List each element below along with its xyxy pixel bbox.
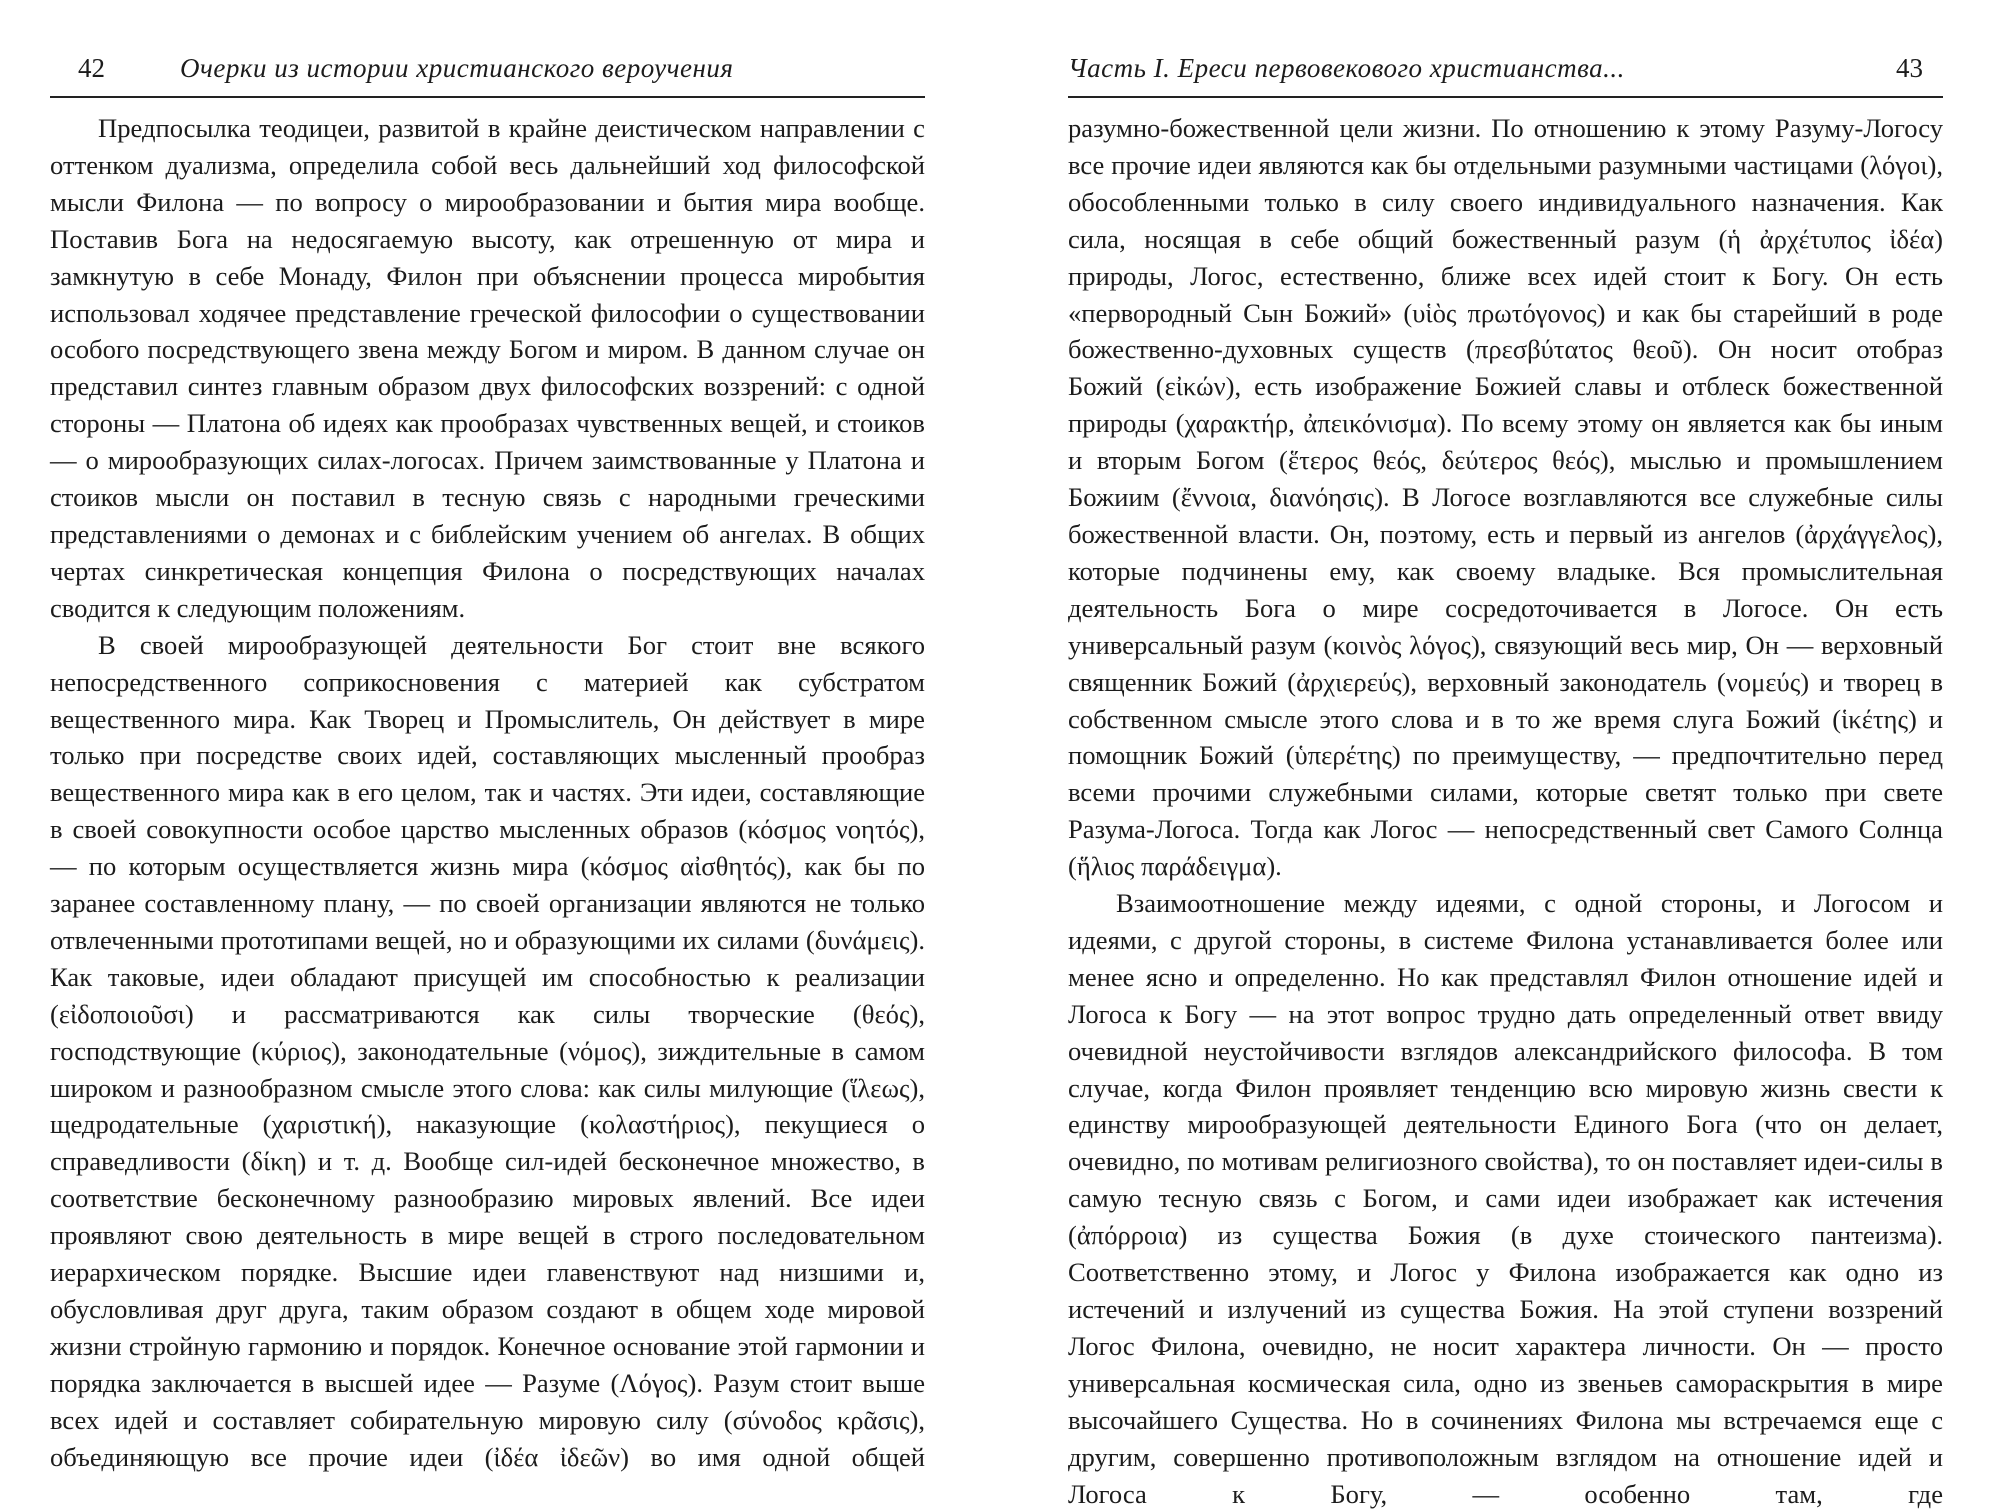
paragraph: Взаимоотношение между идеями, с одной стороны, и Логосом и идеями, с другой стороны, в системе Филона устанавливается более или менее ясно и определенно. Но как представлял Филон отношение идей и Логоса к Богу — на этот вопрос трудно дать определенный ответ ввиду очевидной неустойчивости взглядов александрийского философа. В том случае, когда Филон проявляет тенденцию всю мировую жизнь свести к единству мирообразующей деятельности Единого Бога (что он делает, очевидно, по мотивам религиозного свойства), то он поставляет идеи-силы в самую тесную связь с Богом, и сами идеи изображает как истечения (ἀπόρροια) из существа Божия (в духе стоического пантеизма). Соответственно этому, и Логос у Филона изображается как одно из истечений и излучений из существа Божия. На этой ступени воззрений Логос Филона, очевидно, не носит характера личности. Он — просто универсальная космическая сила, одно из звеньев самораскрытия в мире высочайшего Существа. Но в сочинениях Филона мы встречаемся еще с другим, совершенно противоположным взглядом на отношение идей и Логоса к Богу, — особенно там, где bbox=[1068, 888, 1943, 1509]
running-head bbox=[1068, 48, 1943, 88]
paragraph: Предпосылка теодицеи, развитой в крайне деистическом направлении с оттенком дуализма, определила собой весь дальнейший ход философской мысли Филона — по вопросу о мирообразовании и бытия мира вообще. Поставив Бога на недосягаемую высоту, как отрешенную от мира и замкнутую в себе Монаду, Филон при объяснении процесса миробытия использовал ходячее представление греческой философии о существовании особого посредствующего звена между Богом и миром. В данном случае он представил синтез главным образом двух философских воззрений: с одной стороны — Платона об идеях как прообразах чувственных вещей, и стоиков — о мирообразующих силах-логосах. Причем заимствованные у Платона и стоиков мысли он поставил в тесную связь с народными греческими представлениями о демонах и с библейским учением об ангелах. В общих чертах синкретическая концепция Филона о посредствующих началах сводится к следующим положениям. bbox=[50, 113, 925, 623]
running-title: Часть I. Ереси первовекового христианства... bbox=[1068, 53, 1625, 83]
header-rule bbox=[1068, 96, 1943, 98]
running-title: Очерки из истории христианского вероучения bbox=[180, 53, 734, 83]
paragraph: В своей мирообразующей деятельности Бог стоит вне всякого непосредственного соприкосновения с материей как субстратом вещественного мира. Как Творец и Промыслитель, Он действует в мире только при посредстве своих идей, составляющих мысленный прообраз вещественного мира как в его целом, так и частях. Эти идеи, составляющие в своей совокупности особое царство мысленных образов (κόσμος νοητός), — по которым осуществляется жизнь мира (κόσμος αἰσθητός), как бы по заранее составленному плану, — по своей организации являются не только отвлеченными прототипами вещей, но и образующими их силами (δυνάμεις). Как таковые, идеи обладают присущей им способностью к реализации (εἰδοποιοῦσι) и рассматриваются как силы творческие (θεός), господствующие (κύριος), законодательные (νόμος), зиждительные в самом широком и разнообразном смысле этого слова: как силы милующие (ἵλεως), щедродательные (χαριστική), наказующие (κολαστήριος), пекущиеся о справедливости (δίκη) и т. д. Вообще сил-идей бесконечное множество, в соответствие бесконечному разнообразию мировых явлений. Все идеи проявляют свою деятельность в мире вещей в строго последовательном иерархическом порядке. Высшие идеи главенствуют над низшими и, обусловливая друг друга, таким образом создают в общем ходе мировой жизни стройную гармонию и порядок. Конечное основание этой гармонии и порядка заключается в высшей идее — Разуме (Λόγος). Разум стоит выше всех идей и составляет собирательную мировую силу (σύνοδος κρᾶσις), объединяющую все прочие идеи (ἰδέα ἰδεῶν) во имя одной общей bbox=[50, 629, 925, 1472]
right-page bbox=[1068, 0, 1943, 1509]
body-text bbox=[50, 110, 925, 1476]
left-page bbox=[50, 0, 925, 1472]
page-number: 42 bbox=[78, 53, 105, 83]
page-number: 43 bbox=[1896, 53, 1923, 83]
paragraph: разумно-божественной цели жизни. По отношению к этому Разуму-Логосу все прочие идеи являются как бы отдельными разумными частицами (λόγοι), обособленными только в силу своего индивидуального назначения. Как сила, носящая в себе общий божественный разум (ἡ ἀρχέτυπος ἰδέα) природы, Логос, естественно, ближе всех идей стоит к Богу. Он есть «первородный Сын Божий» (υἱὸς πρωτόγονος) и как бы старейший в роде божественно-духовных существ (πρεσβύτατος θεοῦ). Он носит отобраз Божий (εἰκών), есть изображение Божией славы и отблеск божественной природы (χαρακτήρ, ἀπεικόνισμα). По всему этому он является как бы иным и вторым Богом (ἕτερος θεός, δεύτερος θεός), мыслью и промышлением Божиим (ἔννοια, διανόησις). В Логосе возглавляются все служебные силы божественной власти. Он, поэтому, есть и первый из ангелов (ἀρχάγγελος), которые подчинены ему, как своему владыке. Вся промыслительная деятельность Бога о мире сосредоточивается в Логосе. Он есть универсальный разум (κοινὸς λόγος), связующий весь мир, Он — верховный священник Божий (ἀρχιερεύς), верховный законодатель (νομεύς) и творец в собственном смысле этого слова и в то же время слуга Божий (ἱκέτης) и помощник Божий (ὑπερέτης) по преимуществу, — предпочтительно перед всеми прочими служебными силами, которые светят только при свете Разума-Логоса. Тогда как Логос — непосредственный свет Самого Солнца (ἥλιος παράδειγμα). bbox=[1068, 113, 1943, 882]
header-rule bbox=[50, 96, 925, 98]
running-head bbox=[50, 48, 925, 88]
body-text bbox=[1068, 110, 1943, 1512]
